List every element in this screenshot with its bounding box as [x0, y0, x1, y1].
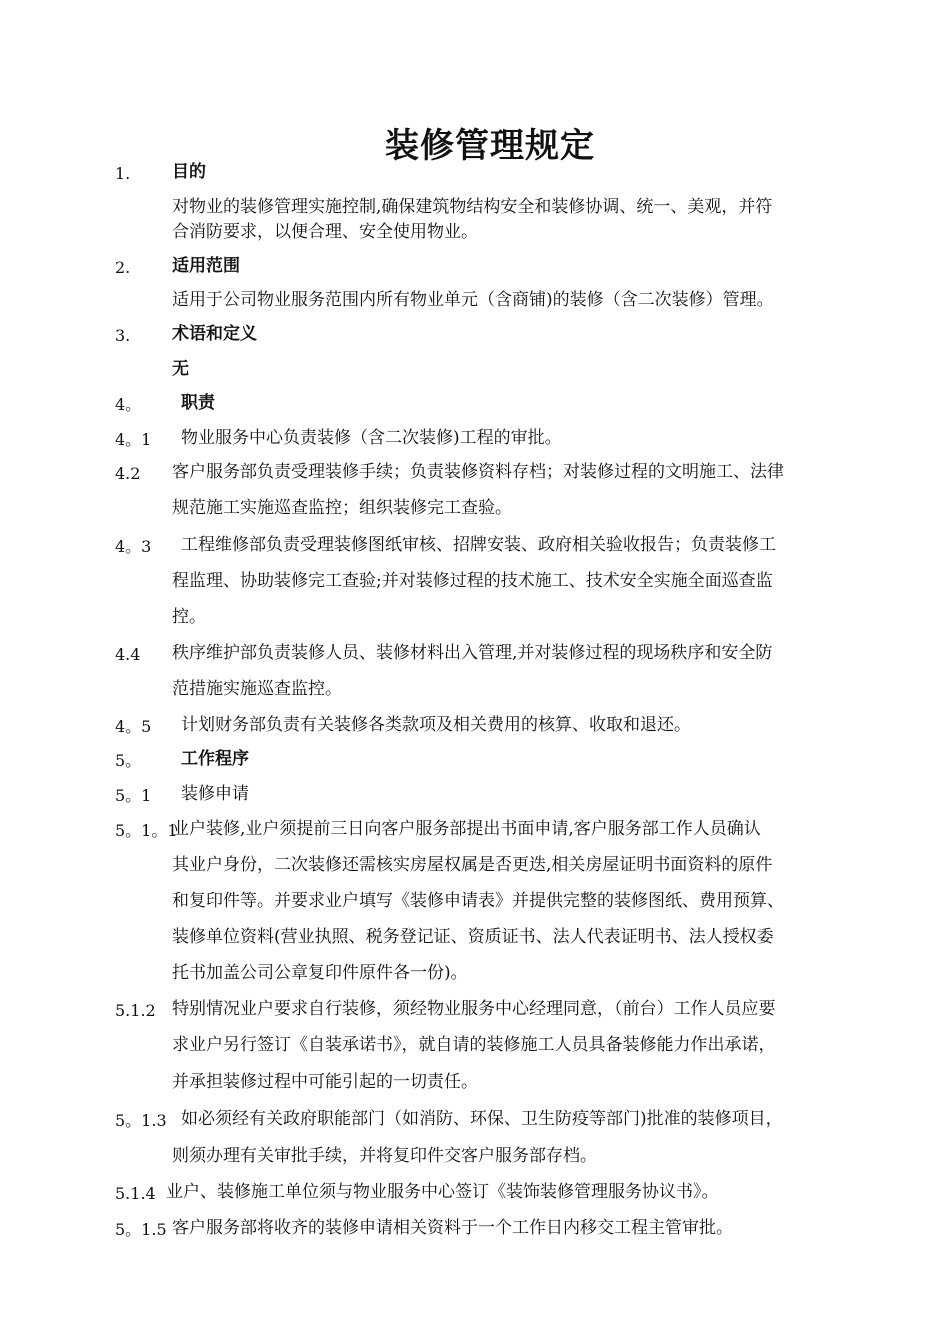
body-line: 特别情况业户要求自行装修，须经物业服务中心经理同意，（前台）工作人员应要: [172, 999, 776, 1019]
body-line: 控。: [172, 607, 206, 627]
section-heading: 职责: [181, 393, 215, 413]
body-line: 无: [172, 359, 189, 379]
section-number: 4。: [115, 395, 142, 414]
item-number: 4。3: [115, 537, 152, 556]
item-number: 5。1: [115, 786, 152, 805]
body-line: 范措施实施巡查监控。: [172, 679, 342, 699]
body-line: 装修单位资料(营业执照、税务登记证、资质证书、法人代表证明书、法人授权委: [172, 927, 774, 947]
body-line: 业户、装修施工单位须与物业服务中心签订《装饰装修管理服务协议书》。: [166, 1182, 719, 1202]
section-number: 3.: [115, 326, 131, 345]
section-heading: 目的: [172, 162, 206, 182]
body-line: 并承担装修过程中可能引起的一切责任。: [172, 1072, 478, 1092]
body-line: 客户服务部负责受理装修手续；负责装修资料存档；对装修过程的文明施工、法律: [172, 462, 784, 482]
body-line: 托书加盖公司公章复印件原件各一份)。: [172, 963, 468, 983]
body-line: 客户服务部将收齐的装修申请相关资料于一个工作日内移交工程主管审批。: [172, 1218, 733, 1238]
item-number: 5。1。1: [115, 821, 178, 840]
body-line: 装修申请: [181, 784, 249, 804]
body-line: 其业户身份，二次装修还需核实房屋权属是否更迭,相关房屋证明书面资料的原件: [172, 855, 773, 875]
body-line: 业户装修,业户须提前三日向客户服务部提出书面申请,客户服务部工作人员确认: [172, 819, 761, 839]
item-number: 5。1.3: [115, 1111, 167, 1130]
body-line: 物业服务中心负责装修（含二次装修)工程的审批。: [181, 428, 562, 448]
item-number: 5.1.2: [115, 1001, 156, 1020]
body-line: 规范施工实施巡查监控；组织装修完工查验。: [172, 498, 512, 518]
body-line: 工程维修部负责受理装修图纸审核、招牌安装、政府相关验收报告；负责装修工: [181, 535, 776, 555]
body-line: 则须办理有关审批手续，并将复印件交客户服务部存档。: [172, 1146, 597, 1166]
section-number: 1.: [115, 164, 131, 183]
item-number: 4。1: [115, 430, 152, 449]
section-number: 2.: [115, 258, 131, 277]
body-line: 合消防要求，以便合理、安全使用物业。: [172, 222, 478, 242]
item-number: 4.4: [115, 645, 141, 664]
body-line: 如必须经有关政府职能部门（如消防、环保、卫生防疫等部门)批准的装修项目，: [181, 1109, 783, 1129]
body-line: 和复印件等。并要求业户填写《装修申请表》并提供完整的装修图纸、费用预算、: [172, 891, 784, 911]
body-line: 对物业的装修管理实施控制,确保建筑物结构安全和装修协调、统一、美观，并符: [172, 197, 773, 217]
item-number: 4。5: [115, 717, 152, 736]
body-line: 程监理、协助装修完工查验;并对装修过程的技术施工、技术安全实施全面巡查监: [172, 571, 773, 591]
section-heading: 适用范围: [172, 256, 240, 276]
item-number: 5。1.5: [115, 1220, 167, 1239]
section-heading: 工作程序: [181, 749, 249, 769]
body-line: 求业户另行签订《自装承诺书》，就自请的装修施工人员具备装修能力作出承诺，: [172, 1035, 776, 1055]
body-line: 适用于公司物业服务范围内所有物业单元（含商铺)的装修（含二次装修）管理。: [172, 290, 774, 310]
item-number: 5.1.4: [115, 1184, 156, 1203]
body-line: 计划财务部负责有关装修各类款项及相关费用的核算、收取和退还。: [181, 715, 691, 735]
section-number: 5。: [115, 751, 142, 770]
item-number: 4.2: [115, 464, 141, 483]
section-heading: 术语和定义: [172, 324, 257, 344]
body-line: 秩序维护部负责装修人员、装修材料出入管理,并对装修过程的现场秩序和安全防: [172, 643, 773, 663]
document-title: 装修管理规定: [385, 126, 595, 166]
